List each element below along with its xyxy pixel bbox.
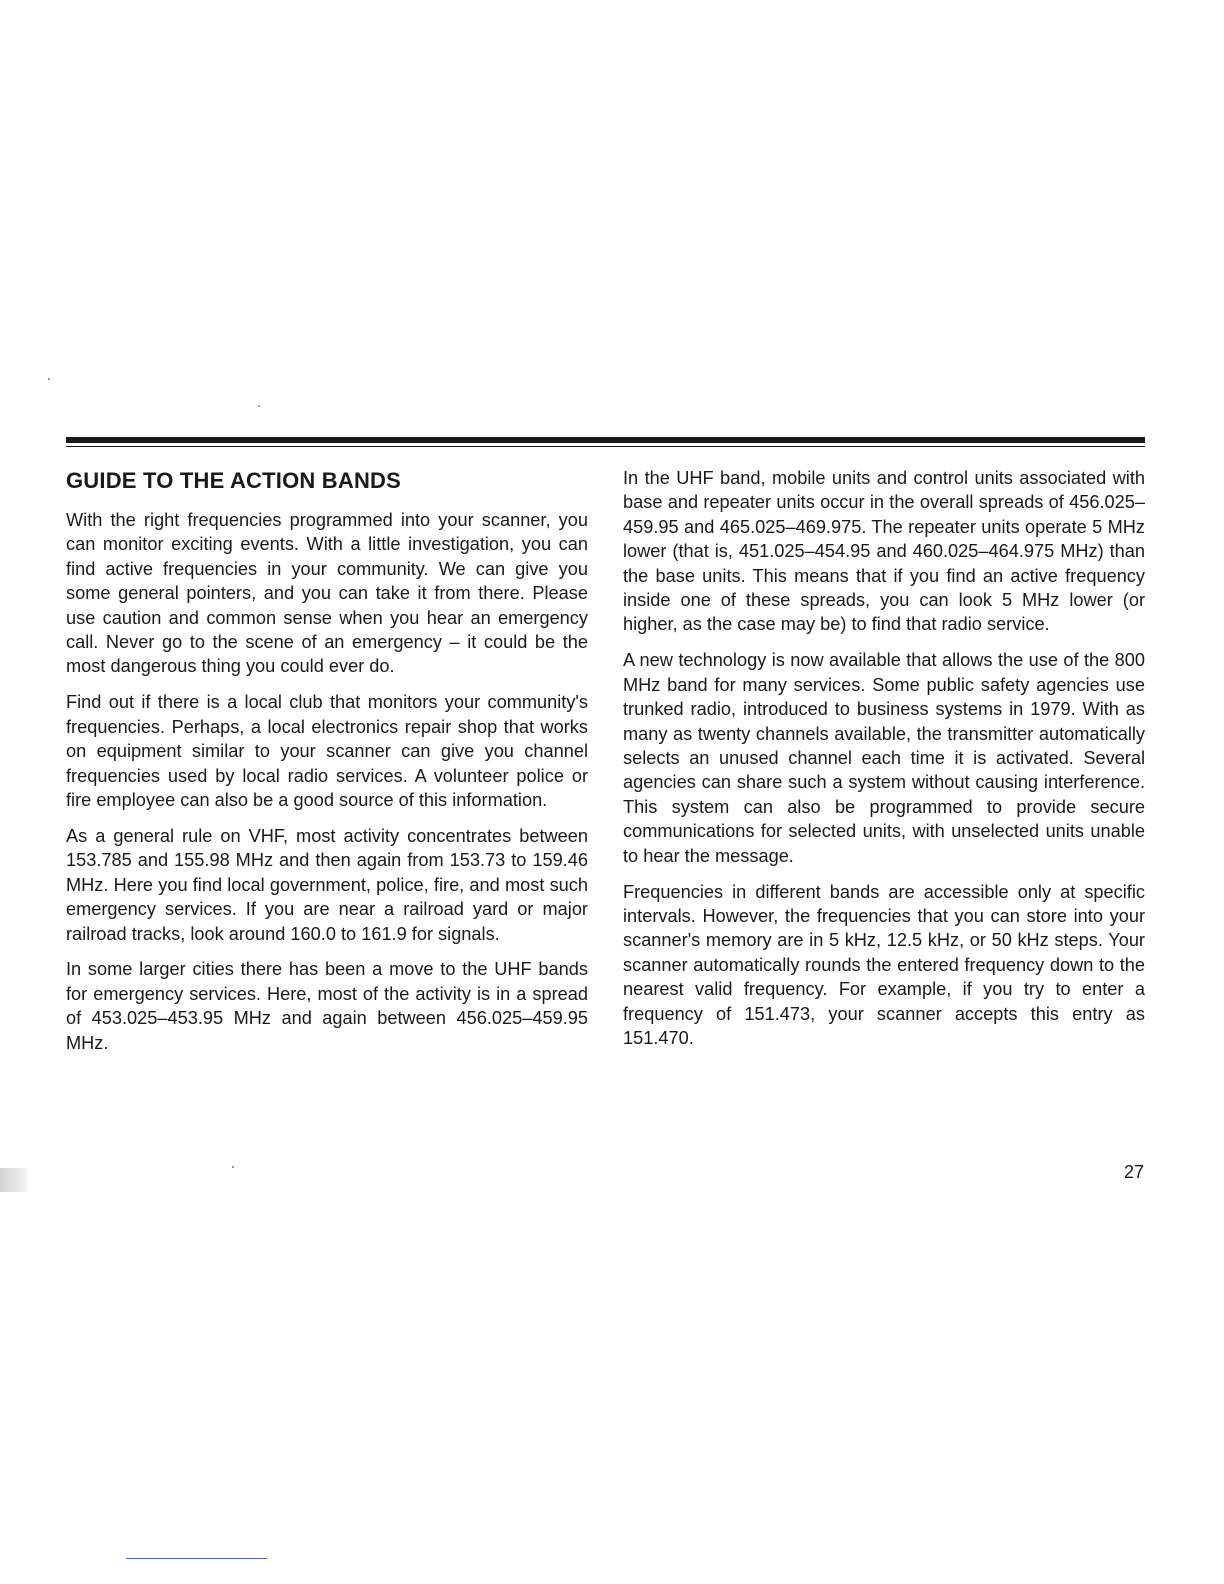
- left-column: [66, 466, 588, 1067]
- paragraph: Frequencies in different bands are accessible only at specific intervals. However, the frequencies that you can store into your scanner's memory are in 5 kHz, 12.5 kHz, or 50 kHz steps. Your scanner automatically rounds the entered frequency down to the nearest valid frequency. For example, if you try to enter a frequency of 151.473, your scanner accepts this entry as 151.470.: [623, 881, 1145, 1048]
- scan-speck: [258, 405, 260, 407]
- scan-speck: [232, 1166, 234, 1168]
- paragraph: A new technology is now available that allows the use of the 800 MHz band for many services. Some public safety agencies use trunked radio, introduced to business systems in 1979. With as many as twenty channels available, the transmitter automatically selects an unused channel each time it is activated. Several agencies can share such a system without causing interference. This system can also be programmed to provide secure communications for selected units, with unselected units unable to hear the message.: [623, 650, 1145, 866]
- footer-line: [126, 1558, 267, 1559]
- scan-artifact: [0, 1168, 30, 1192]
- paragraph: Find out if there is a local club that monitors your community's frequencies. Perhaps, a local electronics repair shop that works on equipment similar to your scanner can give you channel frequencies used by local radio services. A volunteer police or fire employee can also be a good source of this information.: [66, 692, 588, 810]
- section-heading: GUIDE TO THE ACTION BANDS: [66, 468, 402, 493]
- scan-speck: [48, 378, 50, 380]
- right-column: [623, 466, 1145, 1062]
- paragraph: In the UHF band, mobile units and control units associated with base and repeater units occur in the overall spreads of 456.025–459.95 and 465.025–469.975. The repeater units operate 5 MHz lower (that is, 451.025–454.95 and 460.025–464.975 MHz) than the base units. This means that if you find an active frequency inside one of these spreads, you can look 5 MHz lower (or higher, as the case may be) to find that radio service.: [623, 468, 1145, 635]
- paragraph: As a general rule on VHF, most activity concentrates between 153.785 and 155.98 MHz and then again from 153.73 to 159.46 MHz. Here you find local government, police, fire, and most such emergency services. If you are near a railroad yard or major railroad tracks, look around 160.0 to 161.9 for signals.: [66, 825, 588, 944]
- page-number: 27: [1123, 1162, 1144, 1182]
- paragraph: With the right frequencies programmed into your scanner, you can monitor exciting events. With a little investigation, you can find active frequencies in your community. We can give you some general pointers, and you can take it from there. Please use caution and common sense when you hear an emergency call. Never go to the scene of an emergency – it could be the most dangerous thing you could ever do.: [66, 510, 588, 677]
- header-rule-thin: [66, 446, 1145, 447]
- paragraph: In some larger cities there has been a move to the UHF bands for emergency services. Here, most of the activity is in a spread of 453.025–453.95 MHz and again between 456.025–459.95 MHz.: [66, 959, 588, 1053]
- header-rule: [66, 437, 1145, 443]
